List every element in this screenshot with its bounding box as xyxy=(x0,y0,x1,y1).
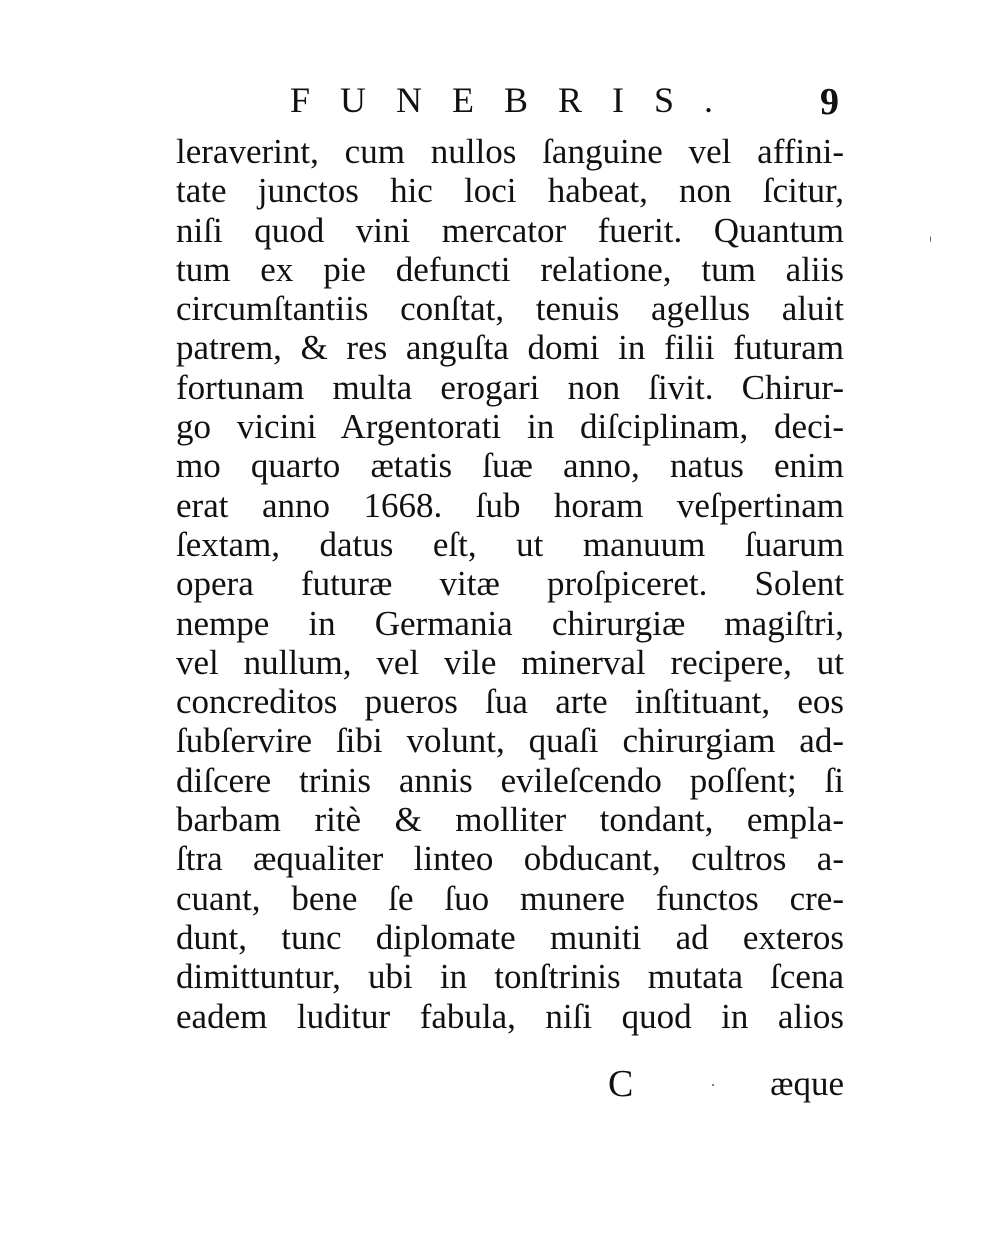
page-number: 9 xyxy=(820,81,839,123)
running-head: FUNEBRIS. xyxy=(290,80,744,120)
text-line: niſi quod vini mercator fuerit. Quantum xyxy=(176,210,844,250)
text-line: erat anno 1668. ſub horam veſpertinam xyxy=(176,485,844,525)
page-footer xyxy=(176,1062,844,1106)
ink-speck xyxy=(930,236,931,242)
text-line: patrem, & res anguſta domi in filii futuram xyxy=(176,328,844,368)
text-line: nempe in Germania chirurgiæ magiſtri, xyxy=(176,603,844,643)
text-line: diſcere trinis annis evileſcendo poſſent; ſi xyxy=(176,760,844,800)
catchword: æque xyxy=(770,1064,844,1103)
text-line: leraverint, cum nullos ſanguine vel affini- xyxy=(176,132,844,171)
text-line: dunt, tunc diplomate muniti ad exteros xyxy=(176,917,844,957)
text-line: ſubſervire ſibi volunt, quaſi chirurgiam ad- xyxy=(176,721,844,761)
text-line: go vicini Argentorati in diſciplinam, deci- xyxy=(176,407,844,447)
text-line: ſextam, datus eſt, ut manuum ſuarum xyxy=(176,524,844,564)
text-line: opera futuræ vitæ proſpiceret. Solent xyxy=(176,564,844,604)
text-line: tate junctos hic loci habeat, non ſcitur, xyxy=(176,171,844,211)
text-line: circumſtantiis conſtat, tenuis agellus aluit xyxy=(176,289,844,329)
text-line: tum ex pie defuncti relatione, tum aliis xyxy=(176,249,844,289)
text-line: barbam ritè & molliter tondant, empla- xyxy=(176,800,844,840)
text-line: eadem luditur fabula, niſi quod in alios xyxy=(176,996,844,1036)
body-text xyxy=(176,132,844,1036)
signature-mark: C xyxy=(608,1063,634,1105)
text-line: ſtra æqualiter linteo obducant, cultros a- xyxy=(176,839,844,879)
text-line: concreditos pueros ſua arte inſtituant, eos xyxy=(176,682,844,722)
ink-speck xyxy=(712,1084,714,1086)
text-line: cuant, bene ſe ſuo munere functos cre- xyxy=(176,878,844,918)
text-line: dimittuntur, ubi in tonſtrinis mutata ſcena xyxy=(176,957,844,997)
text-line: vel nullum, vel vile minerval recipere, ut xyxy=(176,642,844,682)
text-line: mo quarto ætatis ſuæ anno, natus enim xyxy=(176,446,844,486)
text-line: fortunam multa erogari non ſivit. Chirur- xyxy=(176,367,844,407)
